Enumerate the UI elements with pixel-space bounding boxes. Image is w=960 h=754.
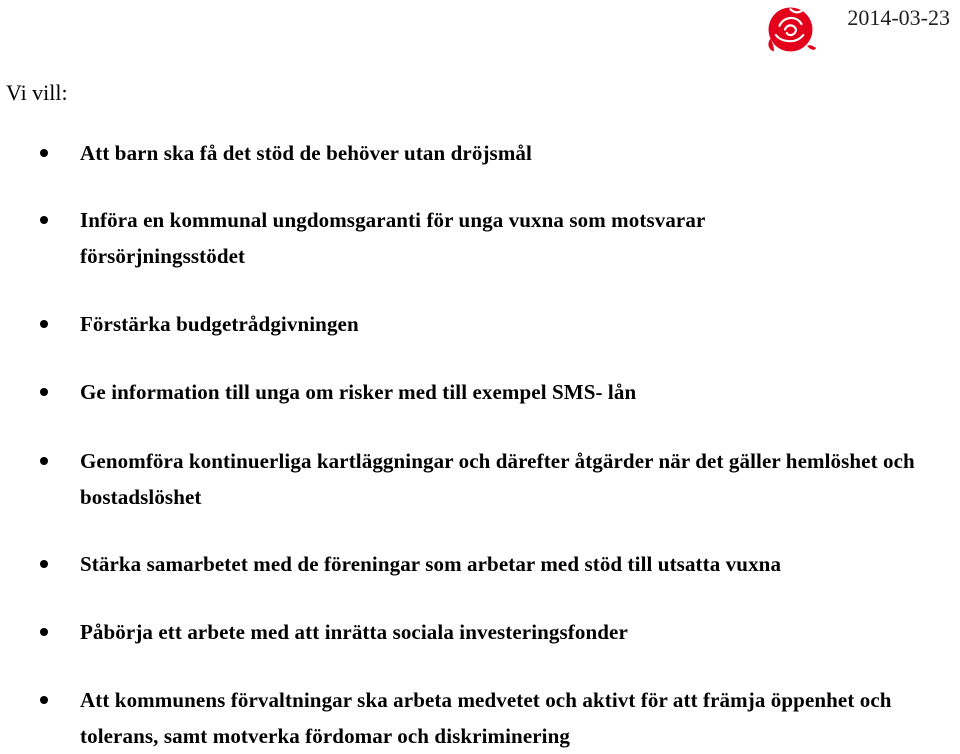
list-item-text: Förstärka budgetrådgivningen [80,312,359,336]
list-item-text: Att kommunens förvaltningar ska arbeta medvetet och aktivt för att främja öppenhet och tolerans, samt motverka fördomar och diskriminering [80,688,892,748]
rose-logo-icon [763,2,818,57]
bullet-icon [40,628,48,636]
bullet-icon [40,320,48,328]
bullet-icon [40,560,48,568]
document-date: 2014-03-23 [847,5,950,30]
intro-heading: Vi vill: [6,80,68,105]
list-item-text: Att barn ska få det stöd de behöver utan dröjsmål [80,141,532,165]
list-item-text: Påbörja ett arbete med att inrätta sociala investeringsfonder [80,620,628,644]
list-item-text: Införa en kommunal ungdomsgaranti för unga vuxna som motsvarar försörjningsstödet [80,208,705,268]
bullet-icon [40,149,48,157]
list-item-text: Stärka samarbetet med de föreningar som arbetar med stöd till utsatta vuxna [80,552,782,576]
list-item-text: Ge information till unga om risker med till exempel SMS- lån [80,380,637,404]
list-item-text: Genomföra kontinuerliga kartläggningar och därefter åtgärder när det gäller hemlöshet och bostadslöshet [80,449,915,509]
bullet-icon [40,696,48,704]
bullet-icon [40,388,48,396]
bullet-icon [40,457,48,465]
bullet-icon [40,216,48,224]
